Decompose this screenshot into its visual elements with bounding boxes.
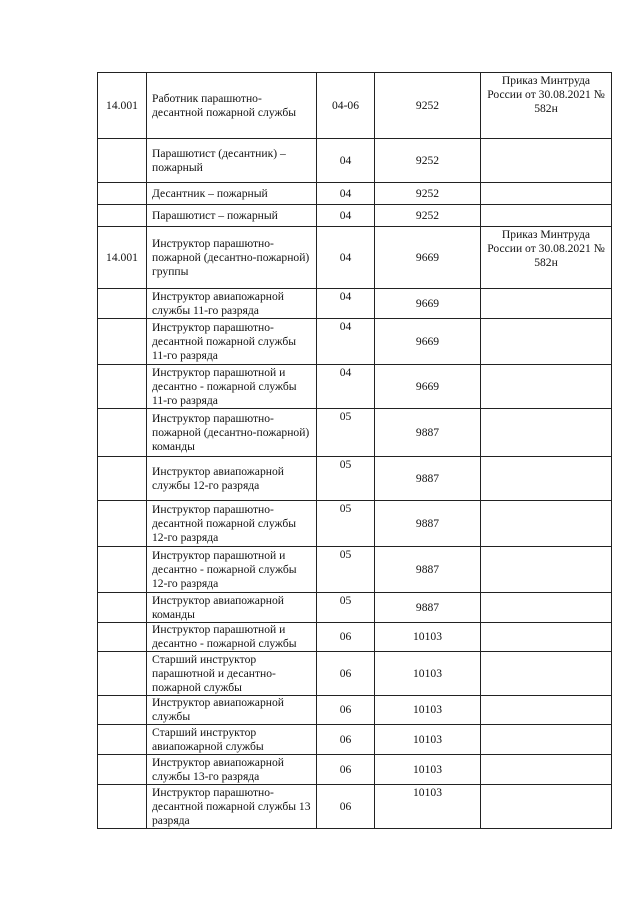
code-cell [98,319,147,365]
number-cell: 10103 [375,623,481,652]
table-row [98,652,612,696]
name-cell: Парашютист (десантник) – пожарный [147,139,317,183]
number-cell: 9887 [375,547,481,593]
code-cell [98,365,147,409]
code-cell [98,457,147,501]
number-cell: 9252 [375,183,481,205]
source-cell [481,319,612,365]
source-cell: Приказ Минтруда России от 30.08.2021 № 582н [481,73,612,139]
level-cell: 04 [317,319,375,365]
name-cell: Инструктор авиапожарной команды [147,593,317,623]
code-cell [98,139,147,183]
number-cell: 10103 [375,696,481,725]
source-cell [481,501,612,547]
source-cell [481,755,612,785]
source-cell [481,593,612,623]
level-cell: 05 [317,457,375,501]
level-cell: 04 [317,139,375,183]
table-row [98,547,612,593]
source-cell [481,139,612,183]
level-cell: 05 [317,593,375,623]
table-row [98,73,612,139]
name-cell: Десантник – пожарный [147,183,317,205]
name-cell: Инструктор парашютно-десантной пожарной службы 13 разряда [147,785,317,829]
source-cell [481,725,612,755]
table-row [98,755,612,785]
source-cell [481,409,612,457]
level-cell: 06 [317,652,375,696]
table-row [98,785,612,829]
number-cell: 10103 [375,785,481,829]
name-cell: Инструктор авиапожарной службы [147,696,317,725]
source-cell [481,785,612,829]
name-cell: Инструктор парашютно-десантной пожарной службы 11-го разряда [147,319,317,365]
code-cell [98,409,147,457]
table-row [98,205,612,227]
level-cell: 05 [317,501,375,547]
source-cell: Приказ Минтруда России от 30.08.2021 № 582н [481,227,612,289]
code-cell [98,205,147,227]
source-cell [481,183,612,205]
table-row [98,183,612,205]
number-cell: 9887 [375,409,481,457]
name-cell: Старший инструктор парашютной и десантно-пожарной службы [147,652,317,696]
number-cell: 9252 [375,205,481,227]
table-row [98,139,612,183]
number-cell: 9669 [375,319,481,365]
code-cell [98,593,147,623]
table-row [98,409,612,457]
level-cell: 06 [317,785,375,829]
code-cell [98,183,147,205]
number-cell: 10103 [375,755,481,785]
level-cell: 06 [317,696,375,725]
name-cell: Инструктор парашютной и десантно - пожарной службы 11-го разряда [147,365,317,409]
level-cell: 04 [317,205,375,227]
table-body [98,73,612,829]
number-cell: 9887 [375,593,481,623]
code-cell [98,623,147,652]
table-row [98,457,612,501]
number-cell: 9669 [375,289,481,319]
source-cell [481,205,612,227]
level-cell: 05 [317,547,375,593]
source-cell [481,547,612,593]
name-cell: Работник парашютно-десантной пожарной службы [147,73,317,139]
table-row [98,725,612,755]
occupation-table [97,72,612,829]
table-row [98,289,612,319]
name-cell: Инструктор парашютно-десантной пожарной службы 12-го разряда [147,501,317,547]
name-cell: Инструктор парашютной и десантно - пожарной службы [147,623,317,652]
level-cell: 04 [317,183,375,205]
code-cell [98,289,147,319]
name-cell: Инструктор авиапожарной службы 12-го разряда [147,457,317,501]
table-row [98,593,612,623]
number-cell: 10103 [375,652,481,696]
source-cell [481,652,612,696]
number-cell: 9252 [375,73,481,139]
name-cell: Старший инструктор авиапожарной службы [147,725,317,755]
code-cell: 14.001 [98,227,147,289]
code-cell [98,696,147,725]
level-cell: 06 [317,725,375,755]
code-cell [98,755,147,785]
number-cell: 9669 [375,227,481,289]
source-cell [481,365,612,409]
code-cell [98,501,147,547]
table-row [98,319,612,365]
code-cell [98,725,147,755]
name-cell: Инструктор парашютно-пожарной (десантно-пожарной) группы [147,227,317,289]
level-cell: 04 [317,227,375,289]
level-cell: 04 [317,289,375,319]
table-row [98,501,612,547]
table-row [98,623,612,652]
name-cell: Инструктор авиапожарной службы 11-го разряда [147,289,317,319]
name-cell: Инструктор парашютно-пожарной (десантно-пожарной) команды [147,409,317,457]
name-cell: Парашютист – пожарный [147,205,317,227]
code-cell [98,785,147,829]
number-cell: 9887 [375,501,481,547]
source-cell [481,457,612,501]
source-cell [481,696,612,725]
name-cell: Инструктор авиапожарной службы 13-го разряда [147,755,317,785]
name-cell: Инструктор парашютной и десантно - пожарной службы 12-го разряда [147,547,317,593]
level-cell: 05 [317,409,375,457]
level-cell: 06 [317,755,375,785]
level-cell: 04 [317,365,375,409]
source-cell [481,289,612,319]
number-cell: 9669 [375,365,481,409]
code-cell [98,547,147,593]
code-cell: 14.001 [98,73,147,139]
table-row [98,696,612,725]
number-cell: 9887 [375,457,481,501]
source-cell [481,623,612,652]
level-cell: 06 [317,623,375,652]
number-cell: 9252 [375,139,481,183]
table-row [98,227,612,289]
level-cell: 04-06 [317,73,375,139]
table-row [98,365,612,409]
number-cell: 10103 [375,725,481,755]
code-cell [98,652,147,696]
